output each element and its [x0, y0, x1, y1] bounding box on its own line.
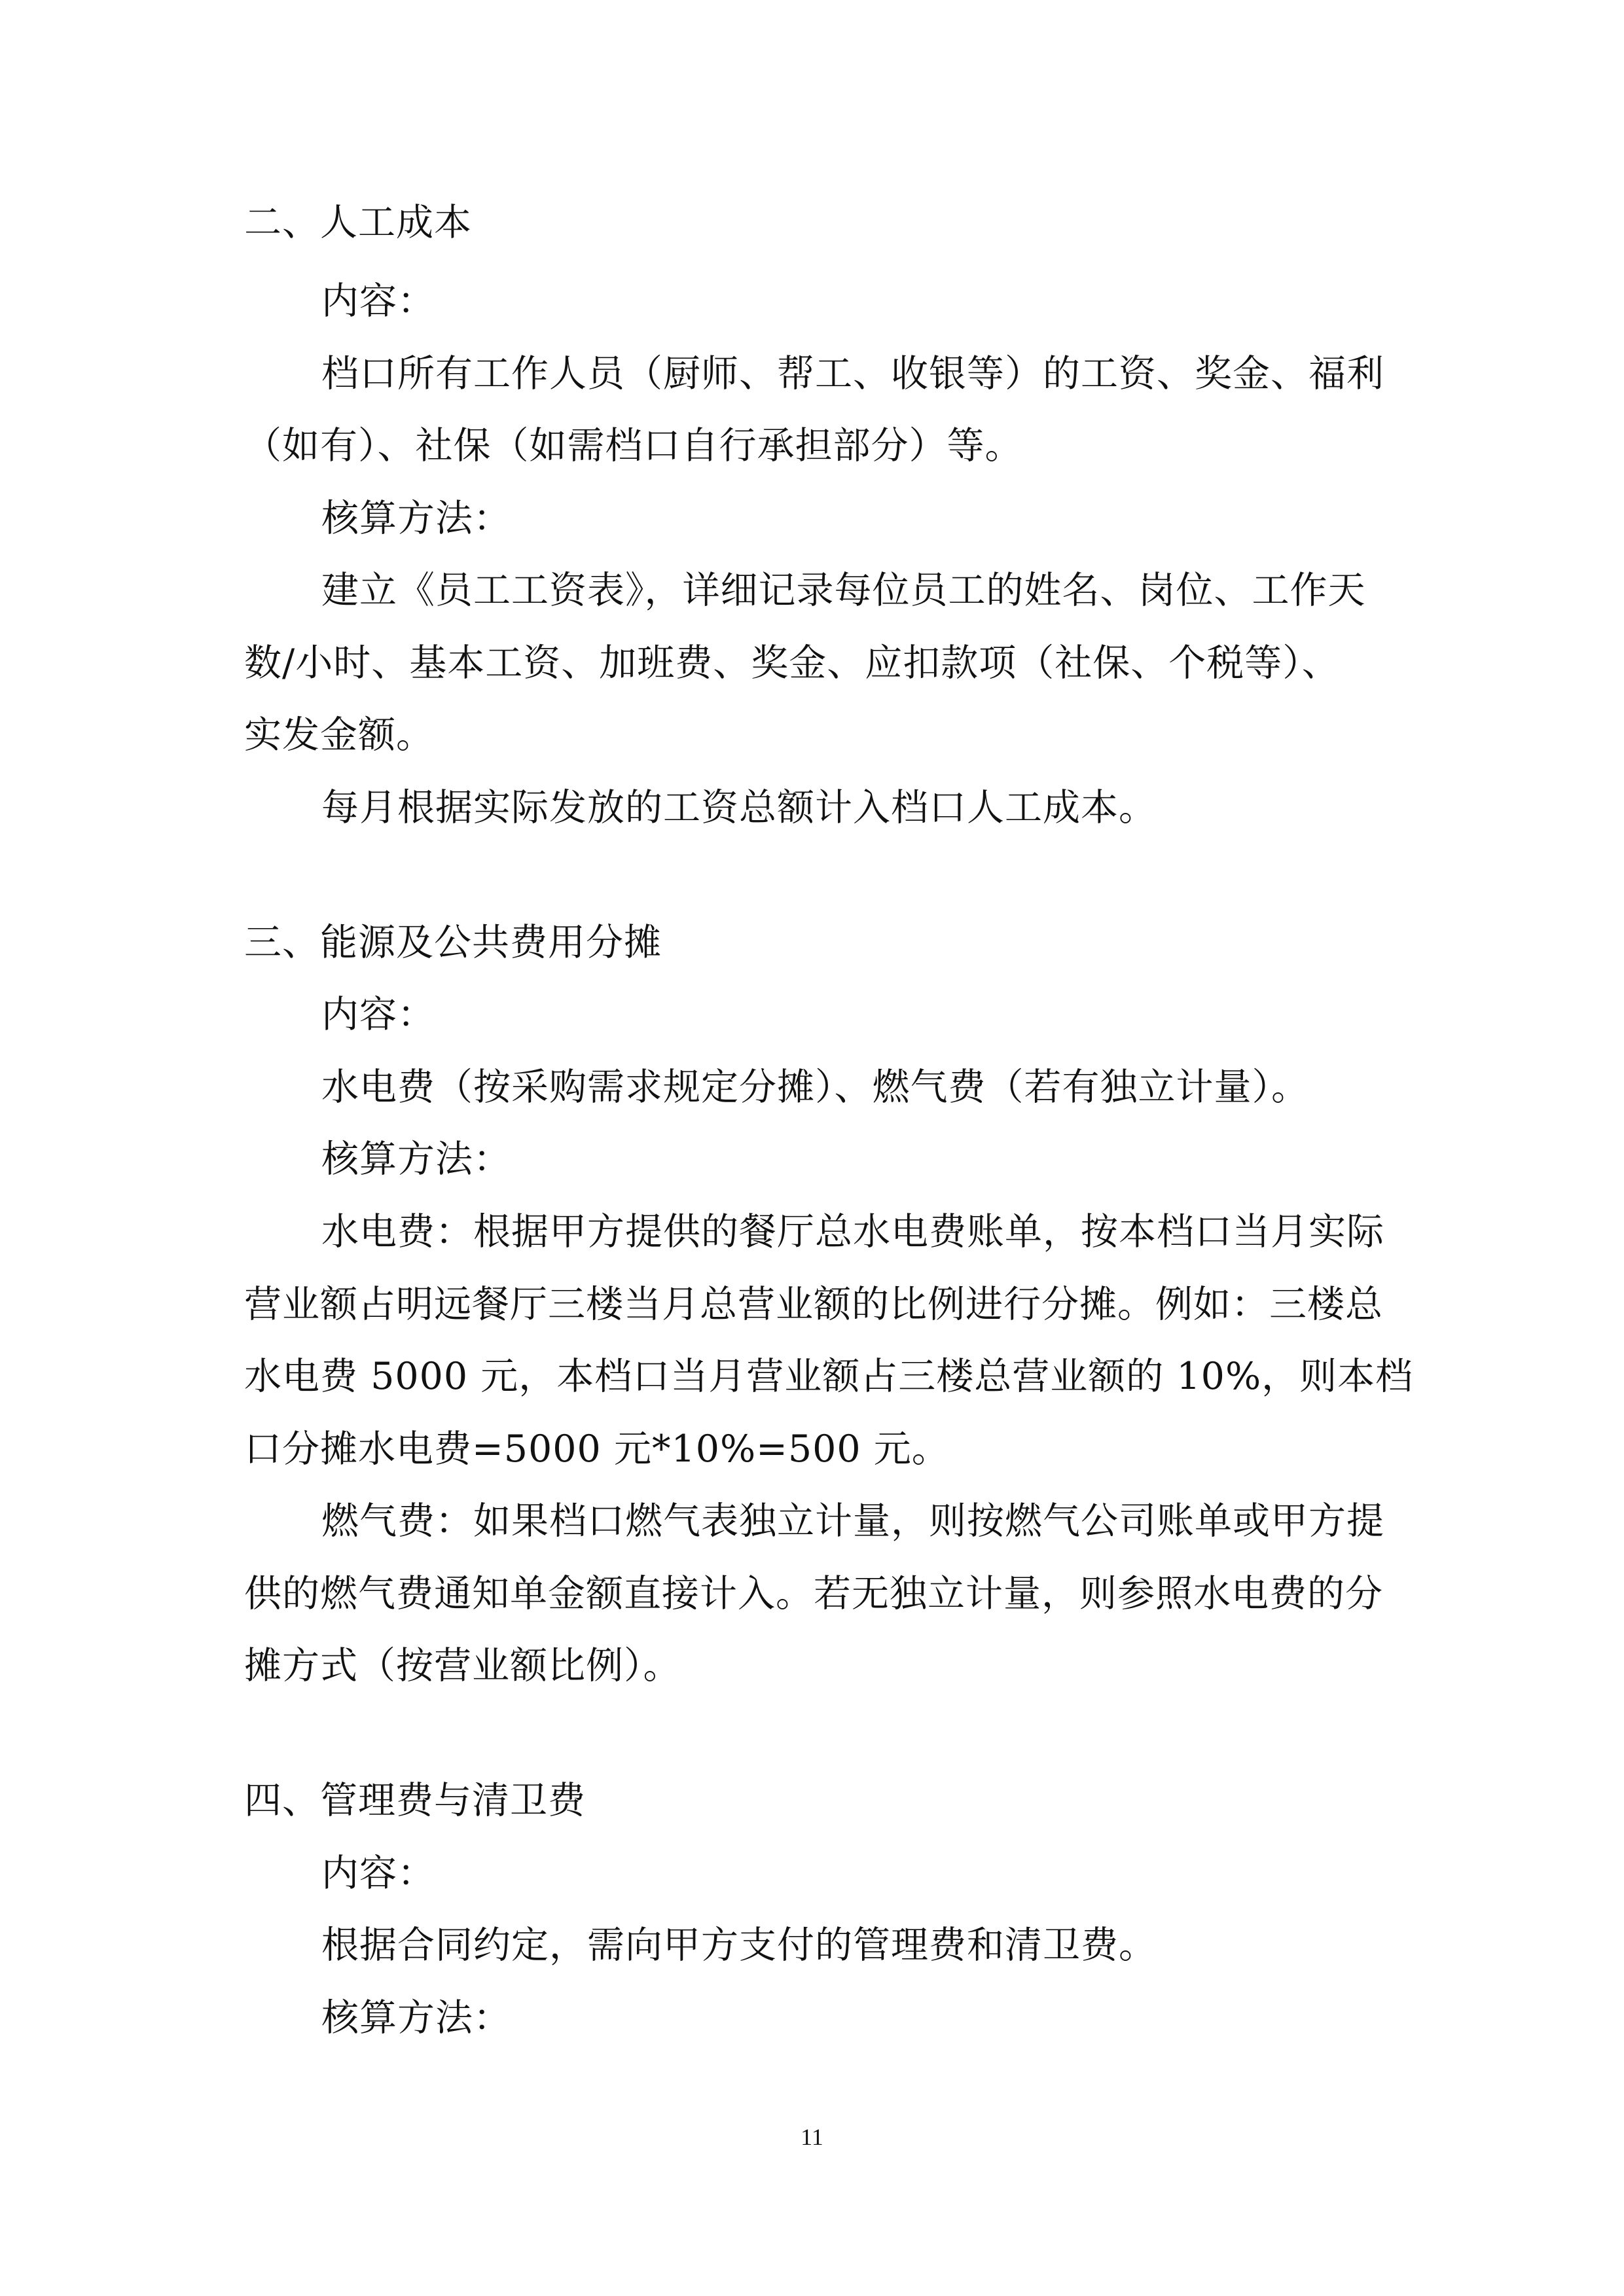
content-label: 内容： [321, 1852, 435, 1895]
page-number: 11 [801, 2124, 823, 2150]
section-heading-energy-public-fees: 三、能源及公共费用分摊 [244, 921, 662, 964]
method-label: 核算方法： [321, 497, 511, 540]
method-line: 口分摊水电费=5000 元*10%=500 元。 [244, 1427, 950, 1471]
content-line: 水电费（按采购需求规定分摊）、燃气费（若有独立计量）。 [321, 1066, 1309, 1109]
content-line: 根据合同约定，需向甲方支付的管理费和清卫费。 [321, 1924, 1157, 1967]
method-line: 营业额占明远餐厅三楼当月总营业额的比例进行分摊。例如：三楼总 [244, 1283, 1383, 1326]
method-line: 实发金额。 [244, 713, 434, 757]
content-line: （如有）、社保（如需档口自行承担部分）等。 [244, 424, 1023, 467]
section-heading-management-cleaning-fees: 四、管理费与清卫费 [244, 1779, 586, 1822]
method-line: 水电费 5000 元，本档口当月营业额占三楼总营业额的 10%，则本档 [244, 1355, 1414, 1398]
method-line: 供的燃气费通知单金额直接计入。若无独立计量，则参照水电费的分 [244, 1572, 1383, 1615]
method-line: 建立《员工工资表》，详细记录每位员工的姓名、岗位、工作天 [321, 569, 1366, 612]
method-line: 燃气费：如果档口燃气表独立计量，则按燃气公司账单或甲方提 [321, 1499, 1384, 1543]
section-heading-labor-cost: 二、人工成本 [244, 201, 472, 244]
content-label: 内容： [321, 279, 435, 323]
method-line: 摊方式（按营业额比例）。 [244, 1644, 681, 1687]
content-line: 档口所有工作人员（厨师、帮工、收银等）的工资、奖金、福利 [321, 352, 1384, 395]
method-line: 水电费：根据甲方提供的餐厅总水电费账单，按本档口当月实际 [321, 1210, 1384, 1253]
content-label: 内容： [321, 993, 435, 1036]
method-line: 数/小时、基本工资、加班费、奖金、应扣款项（社保、个税等）、 [244, 641, 1340, 685]
method-label: 核算方法： [321, 1138, 511, 1181]
method-label: 核算方法： [321, 1996, 511, 2039]
method-line: 每月根据实际发放的工资总额计入档口人工成本。 [321, 786, 1157, 829]
